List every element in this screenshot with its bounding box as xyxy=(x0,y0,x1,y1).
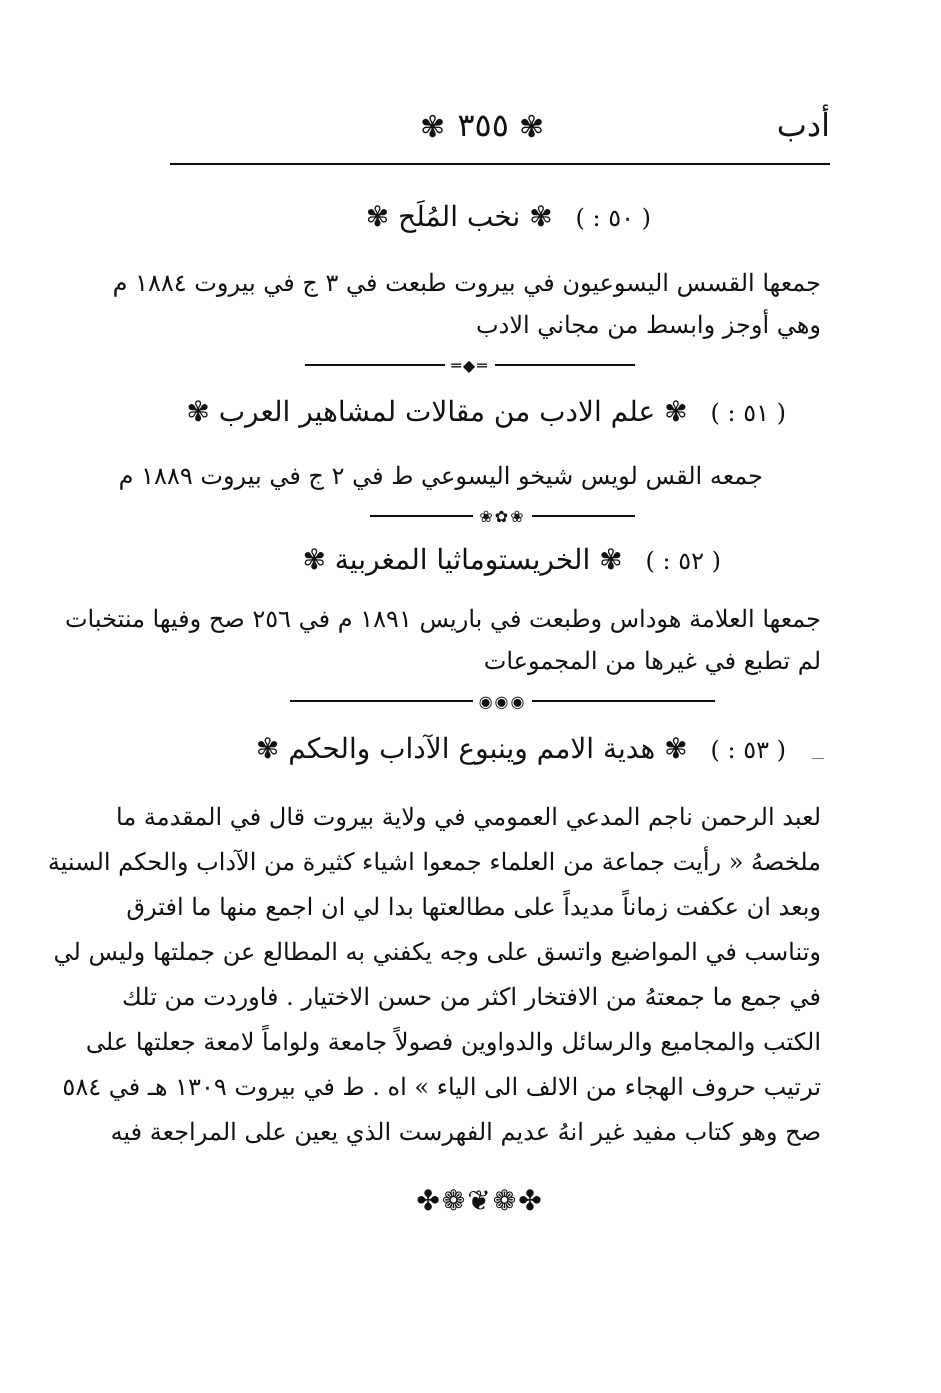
divider-ornament-icon: ═◆═ xyxy=(451,355,489,375)
divider-ornament-icon: ◉◉◉ xyxy=(478,691,527,711)
entry-title: ✾ هدية الامم وينبوع الآداب والحكم ✾ xyxy=(255,732,688,765)
entry-line: وهي أوجز وابسط من مجاني الادب xyxy=(476,311,821,339)
tailpiece-ornament-icon: ✤❁❦❁✤ xyxy=(416,1183,544,1217)
entry-title: ✾ علم الادب من مقالات لمشاهير العرب ✾ xyxy=(186,395,688,428)
entry-number: ( ٥٢ : ) xyxy=(645,547,721,575)
entry-body-51 xyxy=(118,455,763,497)
entry-number: ( ٥١ : ) xyxy=(710,399,786,427)
section-divider xyxy=(370,506,635,526)
divider-ornament-icon: ❀✿❀ xyxy=(479,506,526,526)
entry-line: ترتيب حروف الهجاء من الالف الى الياء » اه . ط في بيروت ١٣٠٩ هـ في ٥٨٤ xyxy=(62,1073,821,1101)
entry-title: ✾ نخب المُلَح ✾ xyxy=(365,200,553,233)
entry-line: جمعه القس لويس شيخو اليسوعي ط في ٢ ج في بيروت ١٨٨٩ م xyxy=(118,462,763,490)
entry-body-52 xyxy=(64,598,821,682)
entry-title: ✾ الخريستوماثيا المغربية ✾ xyxy=(302,543,623,576)
flower-ornament-icon: ✾ xyxy=(519,110,547,145)
header-rule xyxy=(170,163,830,165)
entry-line: الكتب والمجاميع والرسائل والدواوين فصولاً جامعة ولواماً لامعة جعلتها على xyxy=(85,1028,821,1056)
entry-heading-51 xyxy=(186,395,786,428)
entry-line: وتناسب في المواضيع واتسق على وجه يكفني به المطالع عن جملتها وليس لي xyxy=(53,938,821,966)
entry-line: جمعها العلامة هوداس وطبعت في باريس ١٨٩١ م في ٢٥٦ صح وفيها منتخبات xyxy=(64,605,821,633)
entry-number: ( ٥٠ : ) xyxy=(575,204,651,232)
entry-number: ( ٥٣ : ) xyxy=(710,736,786,764)
section-divider xyxy=(290,691,715,711)
entry-line: ملخصهُ « رأيت جماعة من العلماء جمعوا اشياء كثيرة من الآداب والحكم السنية xyxy=(47,848,821,876)
entry-body-50 xyxy=(112,262,821,346)
section-divider xyxy=(305,355,635,375)
entry-heading-50 xyxy=(366,200,651,233)
entry-line: جمعها القسس اليسوعيون في بيروت طبعت في ٣ ج في بيروت ١٨٨٤ م xyxy=(112,269,821,297)
page-number xyxy=(420,106,546,145)
entry-heading-52 xyxy=(302,543,721,576)
page-number-value: ٣٥٥ xyxy=(457,106,509,144)
page-header xyxy=(170,100,830,160)
entry-body-53 xyxy=(47,795,821,1155)
entry-line: لعبد الرحمن ناجم المدعي العمومي في ولاية بيروت قال في المقدمة ما xyxy=(116,803,821,831)
entry-line: لم تطبع في غيرها من المجموعات xyxy=(483,647,821,675)
running-head: أدب xyxy=(776,106,830,144)
flower-ornament-icon: ✾ xyxy=(420,110,448,145)
entry-line: وبعد ان عكفت زماناً مديداً على مطالعتها بدا لي ان اجمع منها ما افترق xyxy=(126,893,821,921)
entry-line: صح وهو كتاب مفيد غير انهُ عديم الفهرست الذي يعين على المراجعة فيه xyxy=(110,1118,821,1146)
entry-heading-53 xyxy=(256,732,786,765)
entry-line: في جمع ما جمعتهُ من الافتخار اكثر من حسن الاختيار . فاوردت من تلك xyxy=(122,983,821,1011)
